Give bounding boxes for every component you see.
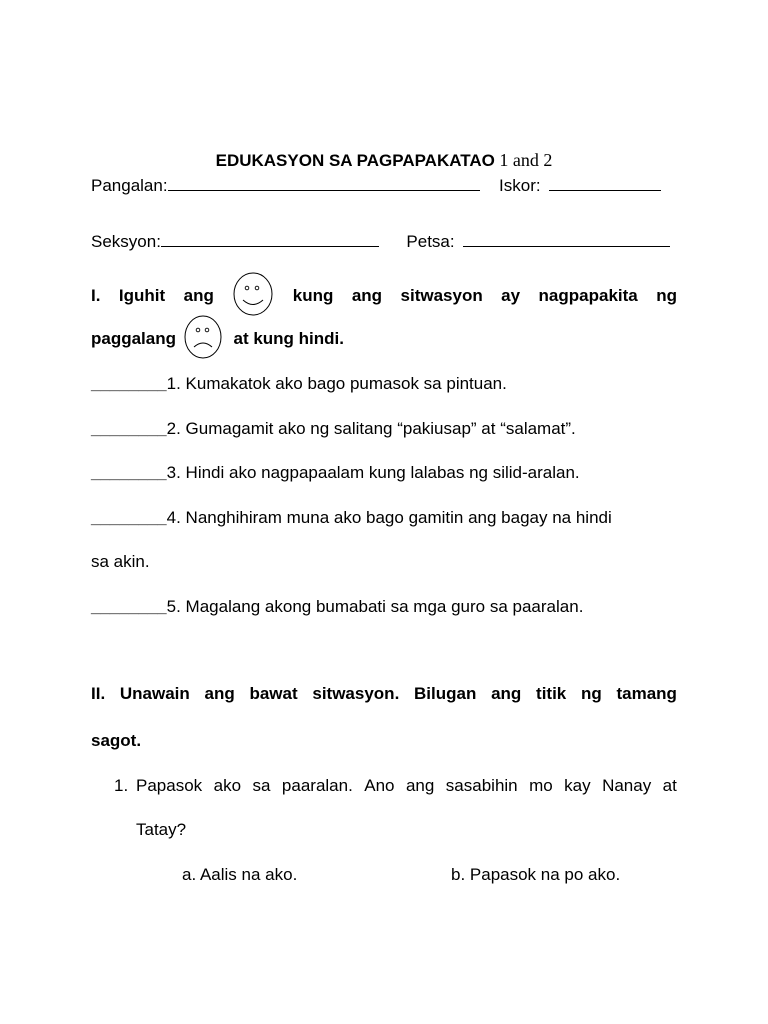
name-field[interactable] [168, 174, 480, 191]
part1-word: sitwasyon [400, 286, 483, 305]
question-word: mo [529, 776, 553, 795]
part1-word: I. [91, 286, 101, 305]
question-word: Ano [364, 776, 395, 795]
part2-word: sagot. [91, 731, 142, 750]
answer-blank[interactable]: ________ [91, 508, 167, 527]
part1-word: kung [292, 286, 334, 305]
list-item [91, 597, 583, 617]
question-word: Nanay [602, 776, 652, 795]
part2-word: bawat [249, 684, 298, 703]
list-item [91, 508, 612, 528]
part1-word: Iguhit [118, 286, 166, 305]
part2-word: Bilugan [414, 684, 477, 703]
list-item [91, 374, 507, 394]
score-field[interactable] [549, 174, 661, 191]
name-label: Pangalan: [91, 176, 168, 195]
section-label: Seksyon: [91, 232, 161, 251]
question-line2: Tatay? [136, 820, 187, 839]
date-label: Petsa: [406, 232, 455, 251]
part2-word: titik [536, 684, 567, 703]
page-title [0, 150, 768, 171]
part1-word: ang [351, 286, 383, 305]
question-word: sa [252, 776, 271, 795]
question-word: kay [564, 776, 591, 795]
part2-instruction-line1 [91, 684, 677, 704]
item-text: 5. Magalang akong bumabati sa mga guro sa paaralan. [166, 597, 584, 616]
section-date-row [91, 230, 670, 252]
answer-blank[interactable]: ________ [91, 597, 167, 616]
question-line1 [136, 776, 677, 796]
question-word: paaralan. [281, 776, 353, 795]
part1-word: ang [183, 286, 214, 305]
part2-word: Unawain [119, 684, 190, 703]
question-word: sasabihin [445, 776, 518, 795]
part2-word: II. [91, 684, 106, 703]
section-field[interactable] [161, 230, 379, 247]
name-score-row [91, 174, 661, 196]
answer-blank[interactable]: ________ [91, 463, 167, 482]
title-main: EDUKASYON SA PAGPAPAKATAO [215, 151, 495, 170]
answer-blank[interactable]: ________ [91, 419, 167, 438]
list-item-continuation [91, 552, 150, 572]
score-label: Iskor: [499, 176, 541, 195]
title-grade: 1 and 2 [494, 150, 553, 170]
part1-word: paggalang [91, 328, 177, 348]
part1-word: ng [656, 286, 677, 305]
date-field[interactable] [463, 230, 670, 247]
question-word: Papasok [136, 776, 203, 795]
item-text: 2. Gumagamit ako ng salitang “pakiusap” at “salamat”. [166, 419, 576, 438]
part1-instruction-line1 [91, 280, 677, 312]
part2-word: tamang [616, 684, 677, 703]
item-text: sa akin. [91, 552, 150, 571]
item-text: 4. Nanghihiram muna ako bago gamitin ang bagay na hindi [166, 508, 612, 527]
choice-a[interactable]: a. Aalis na ako. [182, 865, 298, 884]
question-number: 1. [114, 776, 129, 795]
part1-word: at kung hindi. [233, 328, 344, 348]
part2-word: ng [580, 684, 602, 703]
question-word: ang [405, 776, 435, 795]
part1-instruction-line2 [91, 314, 344, 365]
question-word: ako [213, 776, 242, 795]
part2-word: ang [204, 684, 235, 703]
list-item [91, 419, 576, 439]
part2-word: ang [491, 684, 522, 703]
question-word: at [662, 776, 677, 795]
answer-blank[interactable]: ________ [91, 374, 167, 393]
sad-face-icon [183, 314, 223, 365]
part1-word: nagpapakita [538, 286, 638, 305]
item-text: 3. Hindi ako nagpapaalam kung lalabas ng silid-aralan. [166, 463, 580, 482]
part2-word: sitwasyon. [312, 684, 400, 703]
choice-b[interactable]: b. Papasok na po ako. [451, 865, 621, 884]
item-text: 1. Kumakatok ako bago pumasok sa pintuan. [166, 374, 507, 393]
list-item [91, 463, 580, 483]
part1-word: ay [501, 286, 521, 305]
part2-instruction-line2 [91, 731, 141, 751]
